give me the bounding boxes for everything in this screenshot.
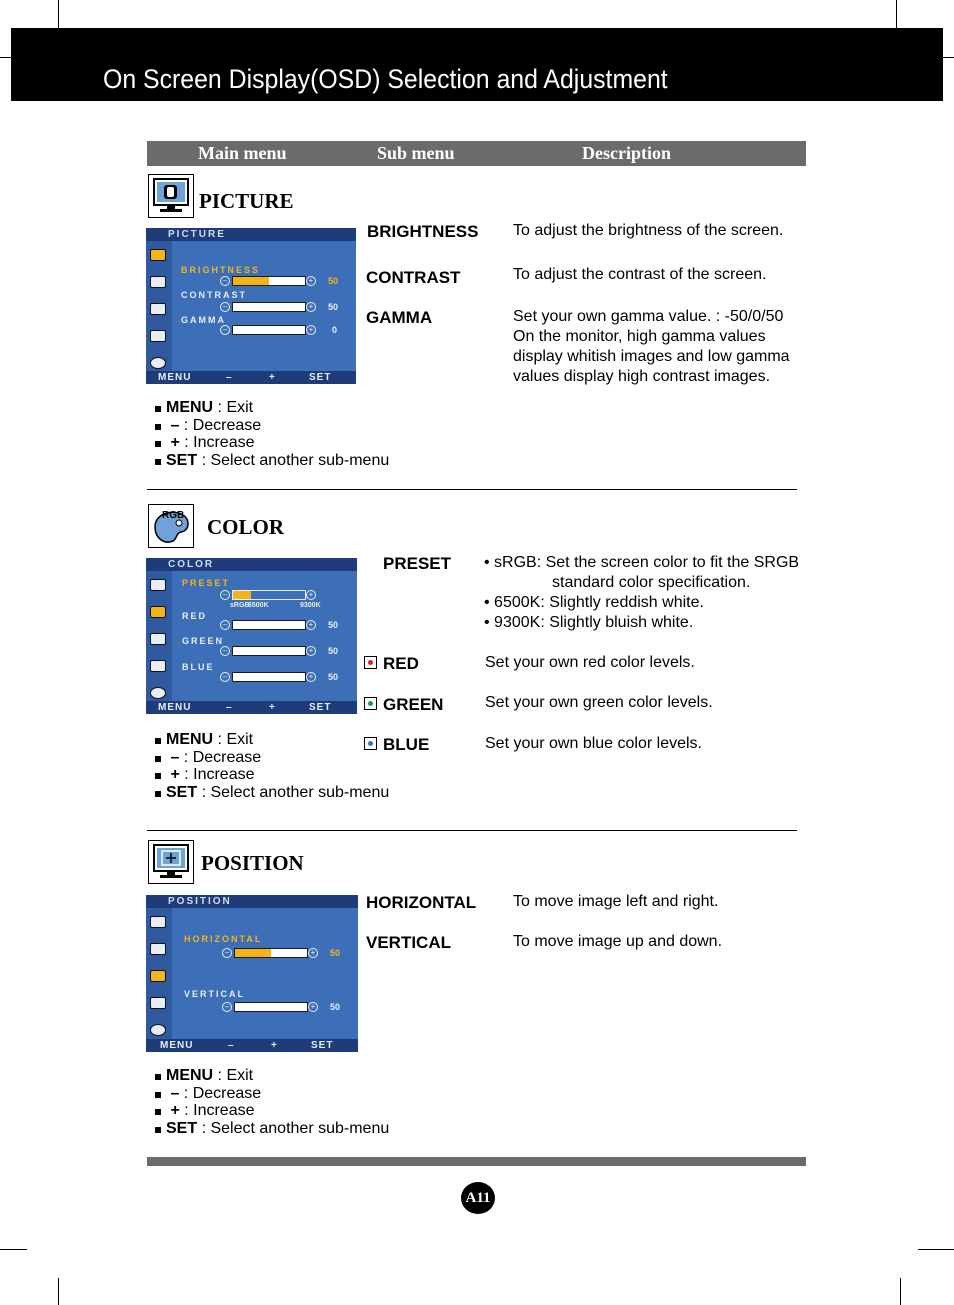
footer-bar — [147, 1157, 806, 1166]
preset-selector-fill — [233, 591, 251, 599]
osd-label-gamma: GAMMA — [181, 315, 226, 325]
color-osd-icon — [150, 606, 166, 618]
section-title-color: COLOR — [207, 515, 285, 539]
position-osd-icon — [150, 633, 166, 645]
page-number-badge: A11 — [461, 1182, 495, 1214]
osd-plus-icon: + — [306, 302, 316, 312]
vertical-slider — [234, 1002, 308, 1012]
submenu-blue: BLUE — [383, 735, 430, 754]
picture-osd-panel — [146, 228, 356, 384]
tracking-osd-icon — [150, 660, 166, 672]
osd-plus-icon: + — [306, 620, 316, 630]
tracking-osd-icon — [150, 330, 166, 342]
gamma-value: 0 — [332, 325, 338, 335]
osd-minus-icon: – — [222, 1002, 232, 1012]
contrast-value: 50 — [328, 302, 339, 312]
osd-label-preset: PRESET — [182, 578, 231, 588]
preset-tick-9300k: 9300K — [300, 602, 321, 609]
submenu-contrast: CONTRAST — [366, 268, 461, 287]
section-title-position: POSITION — [201, 851, 304, 875]
picture-osd-icon — [150, 579, 166, 591]
osd-plus-icon: + — [306, 590, 316, 600]
color-osd-icon — [150, 943, 166, 955]
desc-vertical: To move image up and down. — [513, 933, 723, 950]
osd-minus-icon: – — [220, 646, 230, 656]
desc-contrast: To adjust the contrast of the screen. — [513, 266, 767, 283]
osd-plus-icon: + — [306, 325, 316, 335]
osd-footer — [146, 1039, 358, 1052]
red-value: 50 — [328, 620, 339, 630]
submenu-horizontal: HORIZONTAL — [366, 893, 477, 912]
column-header-bar — [147, 141, 806, 166]
header-sub-menu: Sub menu — [377, 143, 455, 163]
osd-footer-minus: – — [228, 1040, 235, 1051]
osd-footer-plus: + — [271, 1040, 278, 1051]
blue-slider-fill — [233, 673, 269, 681]
osd-sidebar — [146, 571, 172, 701]
osd-footer — [146, 701, 357, 714]
osd-label-horizontal: HORIZONTAL — [184, 934, 263, 944]
brightness-value: 50 — [328, 276, 339, 286]
osd-plus-icon: + — [308, 1002, 318, 1012]
osd-footer-menu: MENU — [158, 372, 192, 383]
crop-mark — [0, 1249, 27, 1250]
osd-minus-icon: – — [220, 620, 230, 630]
crop-mark — [896, 0, 897, 28]
osd-minus-icon: – — [220, 302, 230, 312]
brightness-slider-fill — [233, 277, 269, 285]
header-description: Description — [582, 143, 671, 163]
submenu-brightness: BRIGHTNESS — [367, 222, 479, 241]
desc-preset: • sRGB: Set the screen color to fit the SRGB standard color specification. • 6500K: Slightly reddish white. • 9300K: Slightly bluish white. — [484, 554, 800, 631]
osd-minus-icon: – — [220, 325, 230, 335]
header-main-menu: Main menu — [198, 143, 287, 163]
horizontal-value: 50 — [330, 948, 341, 958]
green-slider — [232, 646, 306, 656]
osd-minus-icon: – — [222, 948, 232, 958]
osd-footer-menu: MENU — [160, 1040, 194, 1051]
crop-mark — [58, 1278, 59, 1305]
osd-footer-plus: + — [269, 372, 276, 383]
osd-plus-icon: + — [308, 948, 318, 958]
picture-osd-icon — [150, 916, 166, 928]
position-monitor-icon — [148, 840, 194, 884]
gamma-slider-fill — [233, 326, 269, 334]
submenu-gamma: GAMMA — [366, 308, 433, 327]
green-swatch-icon — [364, 697, 377, 710]
osd-title: PICTURE — [168, 229, 226, 240]
preset-selector — [232, 590, 306, 600]
blue-value: 50 — [328, 672, 339, 682]
crop-mark — [0, 57, 11, 58]
desc-red: Set your own red color levels. — [485, 654, 695, 671]
osd-footer-menu: MENU — [158, 702, 192, 713]
color-osd-icon — [150, 276, 166, 288]
crop-mark — [900, 1278, 901, 1305]
color-osd-panel — [146, 558, 357, 714]
position-osd-panel — [146, 895, 358, 1052]
osd-footer-set: SET — [309, 372, 332, 383]
crop-mark — [943, 57, 954, 58]
red-slider-fill — [233, 621, 269, 629]
osd-footer-set: SET — [311, 1040, 334, 1051]
desc-brightness: To adjust the brightness of the screen. — [513, 222, 784, 239]
osd-plus-icon: + — [306, 276, 316, 286]
position-key-legend: MENU : Exit – : Decrease + : Increase SET : Select another sub-menu — [147, 1067, 389, 1137]
tracking-osd-icon — [150, 997, 166, 1009]
osd-plus-icon: + — [306, 646, 316, 656]
contrast-slider — [232, 302, 306, 312]
preset-tick-srgb: sRGB — [230, 602, 250, 609]
section-title-picture: PICTURE — [199, 189, 294, 213]
osd-minus-icon: – — [220, 672, 230, 682]
submenu-red: RED — [383, 654, 419, 673]
preset-tick-6500k: 6500K — [248, 602, 269, 609]
blue-slider — [232, 672, 306, 682]
desc-green: Set your own green color levels. — [485, 694, 713, 711]
osd-sidebar — [146, 908, 172, 1039]
position-osd-icon — [150, 970, 166, 982]
osd-title: POSITION — [168, 896, 232, 907]
picture-monitor-icon — [148, 174, 194, 218]
section-divider — [147, 830, 797, 831]
osd-footer-minus: – — [226, 702, 233, 713]
page-title: On Screen Display(OSD) Selection and Adjustment — [103, 64, 668, 94]
setup-gear-icon — [150, 687, 166, 699]
osd-sidebar — [146, 241, 172, 371]
green-value: 50 — [328, 646, 339, 656]
position-osd-icon — [150, 303, 166, 315]
gamma-slider — [232, 325, 306, 335]
setup-gear-icon — [150, 1024, 166, 1036]
color-key-legend: MENU : Exit – : Decrease + : Increase SET : Select another sub-menu — [147, 731, 389, 801]
contrast-slider-fill — [233, 303, 269, 311]
horizontal-slider — [234, 948, 308, 958]
picture-key-legend: MENU : Exit – : Decrease + : Increase SET : Select another sub-menu — [147, 399, 389, 469]
crop-mark — [918, 1249, 954, 1250]
desc-blue: Set your own blue color levels. — [485, 735, 702, 752]
osd-label-brightness: BRIGHTNESS — [181, 265, 261, 275]
osd-footer-set: SET — [309, 702, 332, 713]
section-divider — [147, 489, 797, 490]
submenu-green: GREEN — [383, 695, 444, 714]
horizontal-slider-fill — [235, 949, 271, 957]
title-banner — [11, 28, 943, 101]
submenu-preset: PRESET — [383, 554, 452, 573]
osd-label-vertical: VERTICAL — [184, 989, 245, 999]
osd-minus-icon: – — [220, 276, 230, 286]
crop-mark — [58, 0, 59, 28]
osd-plus-icon: + — [306, 672, 316, 682]
red-swatch-icon — [364, 656, 377, 669]
osd-label-green: GREEN — [182, 636, 225, 646]
color-palette-icon — [148, 504, 194, 548]
green-slider-fill — [233, 647, 269, 655]
osd-label-red: RED — [182, 611, 208, 621]
picture-osd-icon — [150, 249, 166, 261]
submenu-vertical: VERTICAL — [366, 933, 451, 952]
vertical-slider-fill — [235, 1003, 271, 1011]
osd-title: COLOR — [168, 559, 215, 570]
osd-footer — [146, 371, 356, 384]
osd-label-blue: BLUE — [182, 662, 215, 672]
desc-horizontal: To move image left and right. — [513, 893, 719, 910]
osd-label-contrast: CONTRAST — [181, 290, 247, 300]
vertical-value: 50 — [330, 1002, 341, 1012]
red-slider — [232, 620, 306, 630]
brightness-slider — [232, 276, 306, 286]
osd-footer-plus: + — [269, 702, 276, 713]
setup-gear-icon — [150, 357, 166, 369]
rgb-icon-label: RGB — [162, 510, 185, 521]
desc-gamma: Set your own gamma value. : -50/0/50 On the monitor, high gamma values display whitish images and low gamma values display high contrast images. — [513, 308, 790, 385]
osd-footer-minus: – — [226, 372, 233, 383]
osd-minus-icon: – — [220, 590, 230, 600]
